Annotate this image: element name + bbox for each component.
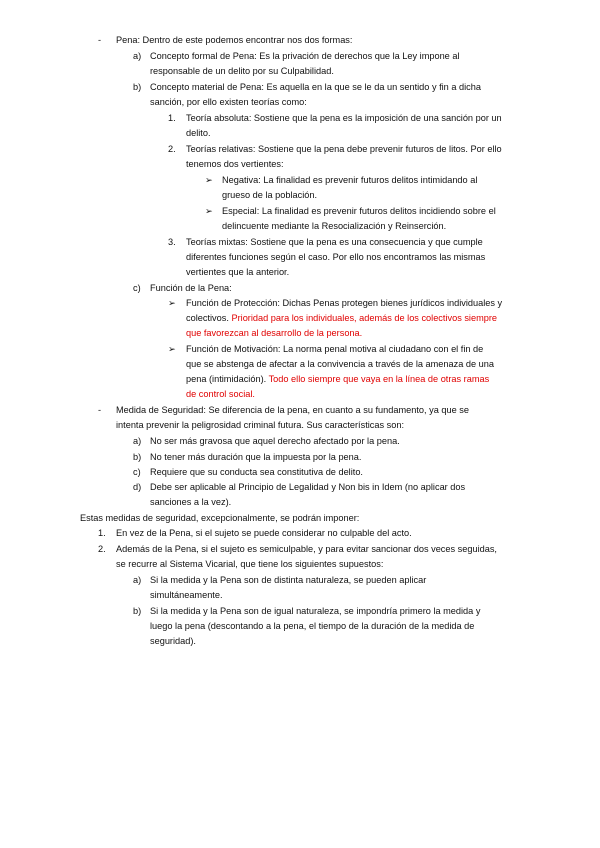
funcion-pena-title: Función de la Pena:: [150, 283, 232, 293]
proteccion-line1: Función de Protección: Dichas Penas protegen bienes jurídicos individuales y: [186, 298, 503, 308]
motivacion-line4: de control social.: [186, 389, 255, 399]
list-marker: a): [133, 436, 142, 446]
list-marker: 1.: [98, 528, 106, 538]
teorias-mixtas-line2: diferentes funciones según el caso. Por ello nos encontramos las mismas: [186, 252, 486, 262]
vicarial-b-line3: seguridad).: [150, 636, 196, 646]
medida-item-a: No ser más gravosa que aquel derecho afectado por la pena.: [150, 436, 400, 446]
list-marker: 2.: [168, 144, 176, 154]
teorias-relativas-line1: Teorías relativas: Sostiene que la pena debe prevenir futuros de litos. Por ello: [186, 144, 502, 154]
medida-item-d-line1: Debe ser aplicable al Principio de Legalidad y Non bis in Idem (no aplicar dos: [150, 482, 466, 492]
arrow-bullet-icon: ➢: [168, 344, 176, 354]
arrow-bullet-icon: ➢: [205, 175, 213, 185]
arrow-bullet-icon: ➢: [205, 206, 213, 216]
concepto-material-line1: Concepto material de Pena: Es aquella en la que se le da un sentido y fin a dicha: [150, 82, 481, 92]
motivacion-highlight: Todo ello siempre que vaya en la línea de otras ramas: [268, 374, 490, 384]
list-marker: a): [133, 51, 142, 61]
excep-item2-line1: Además de la Pena, si el sujeto es semiculpable, y para evitar sancionar dos veces seguidas,: [116, 544, 497, 554]
medida-item-b: No tener más duración que la impuesta por la pena.: [150, 452, 362, 462]
list-marker: b): [133, 606, 142, 616]
proteccion-line2: [186, 312, 497, 324]
medida-line1: Medida de Seguridad: Se diferencia de la pena, en cuanto a su fundamento, ya que se: [116, 405, 469, 415]
proteccion-highlight: Prioridad para los individuales, además de los colectivos siempre: [231, 313, 498, 323]
proteccion-line3: que favorezcan al desarrollo de la persona.: [186, 328, 363, 338]
vicarial-b-line2: luego la pena (descontando a la pena, el tiempo de la duración de la medida de: [150, 621, 475, 631]
bullet-dash: -: [98, 35, 102, 45]
teorias-mixtas-line3: vertientes que la anterior.: [186, 267, 290, 277]
list-marker: c): [133, 467, 141, 477]
vicarial-a-line1: Si la medida y la Pena son de distinta naturaleza, se pueden aplicar: [150, 575, 427, 585]
list-marker: a): [133, 575, 142, 585]
excep-intro: Estas medidas de seguridad, excepcionalmente, se podrán imponer:: [80, 513, 360, 523]
teorias-mixtas-line1: Teorías mixtas: Sostiene que la pena es una consecuencia y que cumple: [186, 237, 483, 247]
teoria-absoluta-line1: Teoría absoluta: Sostiene que la pena es la imposición de una sanción por un: [186, 113, 502, 123]
bullet-dash: -: [98, 405, 102, 415]
teoria-absoluta-line2: delito.: [186, 128, 211, 138]
excep-item2-line2: se recurre al Sistema Vicarial, que tiene los siguientes supuestos:: [116, 559, 384, 569]
concepto-material-line2: sanción, por ello existen teorías como:: [150, 97, 307, 107]
especial-line1: Especial: La finalidad es prevenir futuros delitos incidiendo sobre el: [222, 206, 496, 216]
motivacion-line3-text: pena (intimidación).: [186, 374, 267, 384]
vicarial-a-line2: simultáneamente.: [150, 590, 223, 600]
proteccion-line2-text: colectivos.: [186, 313, 229, 323]
list-marker: b): [133, 452, 142, 462]
list-marker: 3.: [168, 237, 176, 247]
list-marker: 2.: [98, 544, 106, 554]
concepto-formal-line2: responsable de un delito por su Culpabilidad.: [150, 66, 334, 76]
especial-line2: delincuente mediante la Resocialización y Reinserción.: [222, 221, 447, 231]
list-marker: c): [133, 283, 141, 293]
medida-item-d-line2: sanciones a la vez).: [150, 497, 232, 507]
excep-item1: En vez de la Pena, si el sujeto se puede considerar no culpable del acto.: [116, 528, 412, 538]
concepto-formal-line1: Concepto formal de Pena: Es la privación de derechos que la Ley impone al: [150, 51, 460, 61]
motivacion-line1: Función de Motivación: La norma penal motiva al ciudadano con el fin de: [186, 344, 484, 354]
medida-line2: intenta prevenir la peligrosidad criminal futura. Sus características son:: [116, 420, 405, 430]
teorias-relativas-line2: tenemos dos vertientes:: [186, 159, 284, 169]
arrow-bullet-icon: ➢: [168, 298, 176, 308]
negativa-line1: Negativa: La finalidad es prevenir futuros delitos intimidando al: [222, 175, 478, 185]
list-marker: b): [133, 82, 142, 92]
pena-intro: Pena: Dentro de este podemos encontrar nos dos formas:: [116, 35, 353, 45]
motivacion-line2: que se abstenga de afectar a la convivencia a través de la amenaza de una: [186, 359, 494, 369]
negativa-line2: grueso de la población.: [222, 190, 318, 200]
motivacion-line3: [186, 373, 489, 385]
vicarial-b-line1: Si la medida y la Pena son de igual naturaleza, se impondría primero la medida y: [150, 606, 481, 616]
list-marker: d): [133, 482, 142, 492]
list-marker: 1.: [168, 113, 176, 123]
medida-item-c: Requiere que su conducta sea constitutiva de delito.: [150, 467, 363, 477]
